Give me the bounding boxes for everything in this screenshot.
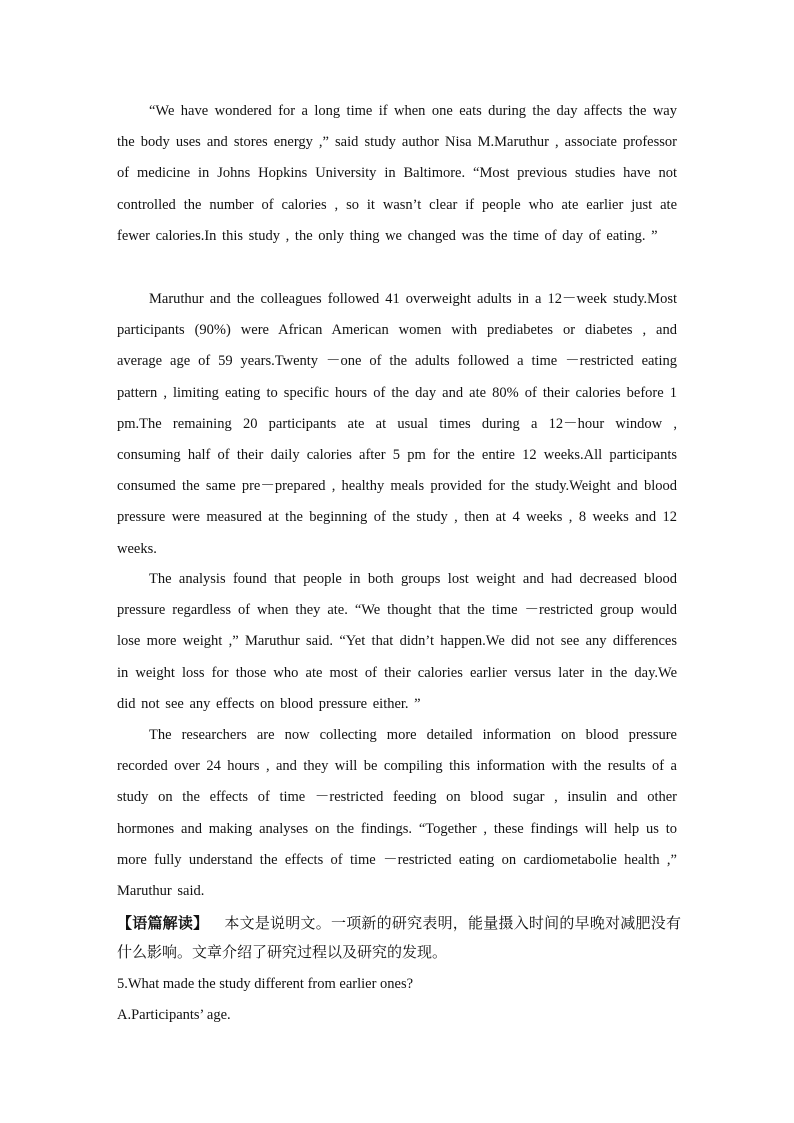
- analysis-label: 【语篇解读】: [117, 914, 209, 932]
- paragraph-1: “We have wondered for a long time if when one eats during the day affects the way the body uses and stores energy ,” said study author Nisa M.Maruthur , associate professor of medicine in Johns Hopkins University in Baltimore. “Most previous studies have not controlled the number of calories , so it wasn’t clear if people who ate earlier just ate fewer calories.In this study , the only thing we changed was the time of day of eating. ”: [117, 103, 677, 244]
- analysis-text: 本文是说明文。一项新的研究表明，能量摄入时间的早晚对减肥没有什么影响。文章介绍了研究过程以及研究的发现。: [117, 914, 681, 961]
- question-stem: 5.What made the study different from earlier ones?: [117, 976, 414, 992]
- question-option-a: A.Participants’ age.: [117, 1007, 231, 1023]
- paragraph-2: Maruthur and the colleagues followed 41 overweight adults in a 12－week study.Most participants (90%) were African American women with prediabetes or diabetes , and average age of 59 years.Twenty －one of the adults followed a time －restricted eating pattern , limiting eating to specific hours of the day and ate 80% of their calories before 1 pm.The remaining 20 participants ate at usual times during a 12－hour window , consuming half of their daily calories after 5 pm for the entire 12 weeks.All participants consumed the same pre－prepared , healthy meals provided for the study.Weight and blood pressure were measured at the beginning of the study , then at 4 weeks , 8 weeks and 12 weeks.: [117, 291, 677, 557]
- paragraph-4: The researchers are now collecting more detailed information on blood pressure recorded over 24 hours , and they will be compiling this information with the results of a study on the effects of time －restricted feeding on blood sugar , insulin and other hormones and making analyses on the findings. “Together , these findings will help us to more fully understand the effects of time －restricted eating on cardiometabolie health ,” Maruthur said.: [117, 727, 677, 900]
- passage-analysis: [117, 909, 681, 967]
- paragraph-3: The analysis found that people in both groups lost weight and had decreased blood pressure regardless of when they ate. “We thought that the time －restricted group would lose more weight ,” Maruthur said. “Yet that didn’t happen.We did not see any differences in weight loss for those who ate most of their calories earlier versus later in the day.We did not see any effects on blood pressure either. ”: [117, 571, 677, 712]
